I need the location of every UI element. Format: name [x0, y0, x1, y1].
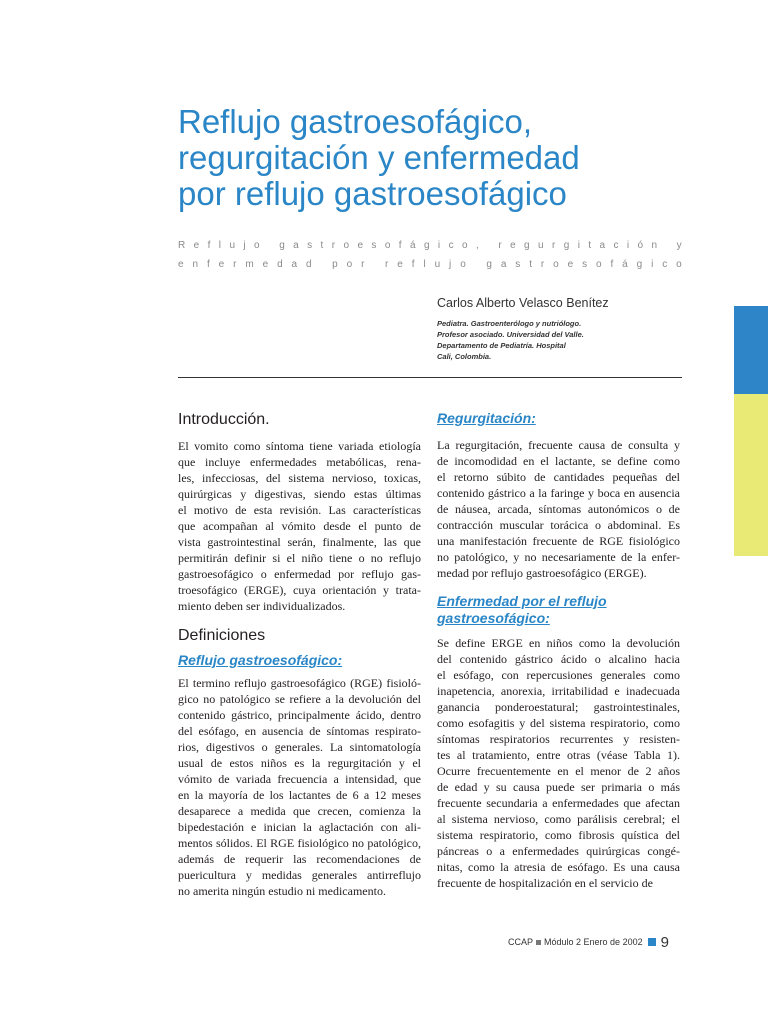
- subtitle-char: s: [307, 240, 313, 251]
- subtitle-char: f: [206, 259, 210, 270]
- subtitle-char: f: [398, 240, 402, 251]
- erge-line: Se define ERGE en niños como la devolución: [437, 636, 680, 650]
- subtitle-char: e: [218, 259, 225, 270]
- erge-line: de edad y su causa puede ser primaria o más: [437, 780, 680, 794]
- subtitle-char: á: [622, 259, 628, 270]
- subtitle-char: a: [293, 240, 299, 251]
- subtitle-char: e: [357, 240, 364, 251]
- subtitle-char: a: [500, 259, 507, 270]
- erge-line: páncreas o a enfermedades quirúrgicas congé-: [437, 844, 680, 858]
- subtitle-char: u: [434, 259, 441, 270]
- intro-line: que incluye enfermedades metabólicas, rena-: [178, 455, 421, 469]
- running-subtitle-line-1: [178, 240, 682, 252]
- erge-line: tes al tratamiento, entre otras (véase Tabla 1).: [437, 748, 680, 762]
- subtitle-char: e: [510, 240, 516, 251]
- author-name: Carlos Alberto Velasco Benítez: [437, 296, 609, 310]
- section-tab-yellow: [734, 394, 768, 556]
- intro-line: miento deben ser individualizados.: [178, 599, 346, 613]
- right-column: [437, 406, 680, 891]
- subtitle-char: g: [423, 240, 430, 251]
- erge-line: inapetencia, anorexia, irritabilidad e inadecuada: [437, 684, 680, 698]
- subtitle-char: l: [423, 259, 426, 270]
- title-line: Reflujo gastroesofágico,: [178, 103, 533, 140]
- intro-line: gastroesofágico o enfermedad por reflujo gas-: [178, 567, 421, 581]
- section-tab-blue: [734, 306, 768, 394]
- regurgitation-line: una manifestación frecuente de RGE fisiológico: [437, 534, 680, 548]
- regurgitation-line: contracción muscular torácica o abdominal. Es: [437, 518, 680, 532]
- affiliation-line: Departamento de Pediatría. Hospital: [437, 341, 566, 350]
- erge-heading-line: Enfermedad por el reflujo: [437, 593, 607, 609]
- regurgitation-line: La regurgitación, frecuente causa de consulta y: [437, 438, 680, 452]
- subtitle-char: i: [577, 240, 580, 251]
- subtitle-char: [320, 259, 323, 271]
- rge-line: rios, digestivos o generales. La sintomatología: [178, 740, 421, 754]
- subtitle-char: e: [193, 240, 200, 251]
- subtitle-char: c: [448, 240, 454, 251]
- intro-line: que acompañan al vómito desde el punto de: [178, 519, 421, 533]
- subtitle-char: t: [588, 240, 592, 251]
- subtitle-char: f: [610, 259, 614, 270]
- subtitle-char: m: [245, 259, 254, 270]
- erge-line: Ocurre frecuentemente en el menor de 2 años: [437, 764, 680, 778]
- subtitle-char: e: [567, 259, 574, 270]
- subtitle-char: i: [651, 259, 654, 270]
- subtitle-char: g: [563, 240, 570, 251]
- subtitle-char: s: [515, 259, 521, 270]
- intro-line: troesofágico (ERGE), cuya orientación y trata-: [178, 583, 421, 597]
- regurgitation-line: de náusea, arcada, síntomas autonómicos o de: [437, 502, 680, 516]
- rge-line: además de requerir las recomendaciones de: [178, 852, 421, 866]
- subtitle-char: o: [553, 259, 559, 270]
- subtitle-char: [268, 240, 271, 252]
- regurgitation-line: no patológico, y no necesariamente de la enfer-: [437, 550, 680, 564]
- subtitle-char: e: [178, 259, 184, 270]
- subtitle-char: ,: [475, 240, 479, 251]
- intro-line: el motivo de esta revisión. Las características: [178, 503, 421, 517]
- subtitle-char: u: [538, 240, 544, 251]
- subtitle-char: g: [524, 240, 530, 251]
- rge-line: gico no patológico se refiere a la devolución del: [178, 692, 421, 706]
- subtitle-char: t: [529, 259, 532, 270]
- subtitle-char: c: [662, 259, 668, 270]
- intro-heading: Introducción.: [178, 411, 270, 428]
- regurgitation-line: el retorno súbito de cantidades pequeñas del: [437, 470, 680, 484]
- erge-line: el esófago, con repercusiones generales como: [437, 668, 680, 682]
- subtitle-char: i: [437, 240, 441, 251]
- subtitle-char: e: [262, 259, 269, 270]
- erge-line: síntomas respiratorios recurrentes y resisten-: [437, 732, 680, 746]
- subtitle-char: g: [486, 259, 492, 270]
- erge-line: al sistema nervioso, como parálisis cerebral; el: [437, 812, 680, 826]
- subtitle-text: [178, 259, 682, 271]
- page-footer: [508, 932, 669, 952]
- subtitle-char: a: [291, 259, 298, 270]
- definitions-heading: Definiciones: [178, 627, 266, 644]
- erge-paragraph: [437, 635, 680, 891]
- subtitle-char: a: [599, 240, 606, 251]
- subtitle-char: j: [243, 240, 246, 251]
- subtitle-char: s: [582, 259, 588, 270]
- running-subtitle-line-2: [178, 259, 682, 271]
- rge-line: en la mayoría de los lactantes de 6 a 12 meses: [178, 788, 421, 802]
- subtitle-char: [487, 240, 490, 252]
- subtitle-char: r: [361, 259, 365, 270]
- blue-square-icon: [648, 938, 656, 946]
- subtitle-char: r: [331, 240, 336, 251]
- subtitle-char: t: [320, 240, 324, 251]
- subtitle-char: f: [411, 259, 415, 270]
- subtitle-char: r: [551, 240, 556, 251]
- regurgitation-line: contenido gástrico a la faringe y boca en ausencia: [437, 486, 680, 500]
- subtitle-char: r: [540, 259, 545, 270]
- article-title: [178, 104, 718, 212]
- subtitle-char: n: [651, 240, 658, 251]
- subtitle-char: ó: [637, 240, 644, 251]
- rge-line: puericultura y medidas generales antirreflujo: [178, 868, 421, 882]
- affiliation-line: Profesor asociado. Universidad del Valle.: [437, 330, 584, 339]
- subtitle-char: n: [192, 259, 199, 270]
- subtitle-char: o: [460, 259, 466, 270]
- subtitle-char: g: [636, 259, 643, 270]
- erge-line: nitas, como la atresia de esófago. Es una causa: [437, 860, 680, 874]
- regurgitation-subheading: Regurgitación:: [437, 410, 536, 426]
- rge-line: del esófago, en ausencia de síntomas respirato-: [178, 724, 421, 738]
- erge-line: frecuente de hospitalización en el servicio de: [437, 876, 653, 890]
- journal-name: CCAP: [508, 937, 534, 947]
- regurgitation-paragraph: [437, 437, 680, 581]
- subtitle-char: o: [384, 240, 391, 251]
- intro-line: El vomito como síntoma tiene variada etiología: [178, 439, 421, 453]
- erge-subheading: [437, 593, 680, 627]
- subtitle-char: f: [207, 240, 211, 251]
- erge-line: ganancia ponderoestatural; gastrointestinales,: [437, 700, 680, 714]
- rge-line: desaparece a medida que crecen, comienza la: [178, 804, 421, 818]
- issue-label: Módulo 2 Enero de 2002: [544, 937, 643, 947]
- subtitle-char: o: [254, 240, 260, 251]
- rge-line: no amerita ningún estudio ni medicamento.: [178, 884, 386, 898]
- subtitle-char: r: [498, 240, 502, 251]
- subtitle-char: d: [277, 259, 283, 270]
- intro-paragraph: [178, 438, 421, 614]
- subtitle-char: o: [595, 259, 602, 270]
- subtitle-char: l: [218, 240, 222, 251]
- rge-line: contenido gástrico, principalmente ácido, dentro: [178, 708, 421, 722]
- intro-line: quirúrgicas y digestivas, siendo estas últimas: [178, 487, 421, 501]
- subtitle-char: o: [676, 259, 682, 270]
- rge-line: vómito de variada frecuencia a intensidad, que: [178, 772, 421, 786]
- subtitle-char: o: [461, 240, 468, 251]
- subtitle-char: [475, 259, 478, 271]
- erge-line: del contenido gástrico ácido o alcalino hacia: [437, 652, 680, 666]
- rge-line: mentos sólidos. El RGE fisiológico no patológico,: [178, 836, 421, 850]
- intro-line: les, infecciosas, del sistema nervioso, toxicas,: [178, 471, 421, 485]
- regurgitation-line: de incomodidad en el lactante, se define como: [437, 454, 680, 468]
- subtitle-char: j: [449, 259, 452, 270]
- title-line: regurgitación y enfermedad: [178, 139, 580, 176]
- regurgitation-line: medad por reflujo gastroesofágico (ERGE).: [437, 566, 647, 580]
- subtitle-char: R: [178, 240, 186, 251]
- affiliation-line: Cali, Colombia.: [437, 352, 492, 361]
- rge-line: El termino reflujo gastroesofágico (RGE) fisioló-: [178, 676, 421, 690]
- subtitle-char: y: [676, 240, 682, 251]
- subtitle-char: i: [626, 240, 630, 251]
- intro-line: vista gastrointestinal serán, finalmente, las que: [178, 535, 421, 549]
- rge-subheading: Reflujo gastroesofágico:: [178, 652, 343, 668]
- subtitle-char: r: [233, 259, 237, 270]
- title-line: por reflujo gastroesofágico: [178, 175, 567, 212]
- rge-line: bipedestación e inician la aglactación con ali-: [178, 820, 421, 834]
- rge-line: usual de estos niños es la regurgitación y el: [178, 756, 421, 770]
- left-column: [178, 406, 421, 899]
- erge-heading-line: gastroesofágico:: [437, 610, 550, 626]
- author-affiliation: [437, 318, 637, 362]
- affiliation-line: Pediatra. Gastroenterólogo y nutriólogo.: [437, 319, 582, 328]
- subtitle-char: o: [343, 240, 350, 251]
- subtitle-char: c: [613, 240, 619, 251]
- subtitle-char: r: [385, 259, 389, 270]
- subtitle-char: [665, 240, 668, 252]
- erge-line: como esofagitis y del sistema respiratorio, como: [437, 716, 680, 730]
- erge-line: frecuente secundaria a enfermedades que afectan: [437, 796, 680, 810]
- subtitle-text: [178, 240, 682, 252]
- rge-paragraph: [178, 675, 421, 899]
- subtitle-char: p: [332, 259, 338, 270]
- subtitle-char: g: [279, 240, 285, 251]
- page-number: 9: [660, 933, 669, 951]
- erge-line: sistema respiratorio, como fibrosis quística del: [437, 828, 680, 842]
- subtitle-char: s: [371, 240, 377, 251]
- intro-line: permitirán definir si el niño tiene o no reflujo: [178, 551, 421, 565]
- subtitle-char: e: [397, 259, 403, 270]
- subtitle-char: u: [229, 240, 235, 251]
- subtitle-char: á: [409, 240, 416, 251]
- separator-square-icon: [536, 940, 541, 945]
- header-divider: [178, 377, 682, 378]
- subtitle-char: [373, 259, 376, 271]
- subtitle-char: d: [306, 259, 312, 270]
- subtitle-char: o: [346, 259, 353, 270]
